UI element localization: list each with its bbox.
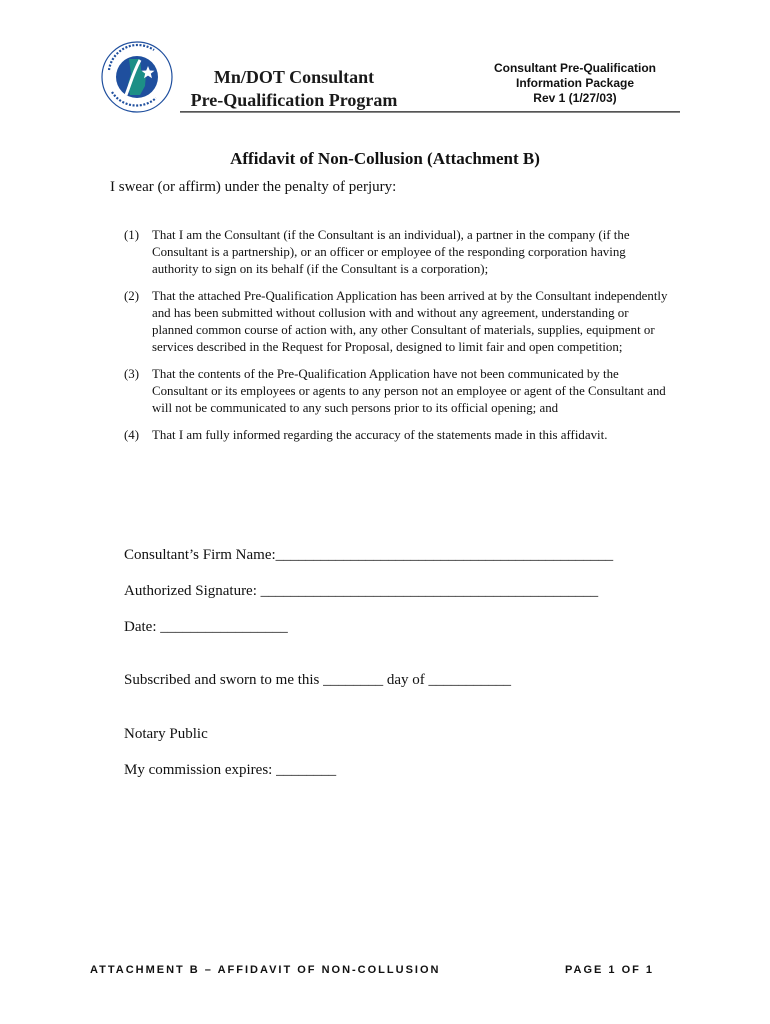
authorized-signature-field[interactable]: Authorized Signature: _____________________________________________: [124, 583, 599, 599]
document-title: Affidavit of Non-Collusion (Attachment B): [230, 149, 540, 168]
statement-item: [124, 366, 672, 417]
package-info-line-1: Consultant Pre-Qualification: [493, 61, 656, 75]
package-info: [478, 61, 672, 106]
statement-item: [124, 227, 672, 278]
notary-public-label: Notary Public: [124, 726, 208, 742]
subscribed-sworn-field[interactable]: Subscribed and sworn to me this ________ day of ___________: [124, 672, 512, 688]
program-title-line-1: Mn/DOT Consultant: [213, 67, 375, 87]
statement-text: That the attached Pre-Qualification Application has been arrived at by the Consultant independently and has been submitted without collusion with and without any agreement, understanding or planned common course of action with, any other Consultant of materials, supplies, equipment or services described in the Request for Proposal, designed to limit fair and open competition;: [152, 289, 668, 354]
package-info-line-2: Information Package: [515, 76, 635, 90]
statement-text: That I am the Consultant (if the Consultant is an individual), a partner in the company (if the Consultant is a partnership), or an officer or employee of the responding corporation having authority to sign on its behalf (if the Consultant is a corporation);: [152, 228, 630, 276]
program-title: [180, 66, 408, 112]
statement-text: That the contents of the Pre-Qualification Application have not been communicated by the Consultant or its employees or agents to any person not an employee or agent of the Consultant and will not be communicated to any such persons prior to its official opening; and: [152, 367, 666, 415]
statement-number: (3): [124, 367, 140, 381]
date-field[interactable]: Date: _________________: [124, 619, 288, 635]
statement-number: (2): [124, 289, 140, 303]
affidavit-statements: [124, 227, 672, 454]
revision-line: Rev 1 (1/27/03): [533, 91, 617, 105]
program-title-line-2: Pre-Qualification Program: [190, 90, 398, 110]
statement-number: (1): [124, 228, 140, 242]
statement-item: [124, 288, 672, 356]
commission-expires-field[interactable]: My commission expires: ________: [124, 762, 337, 778]
mndot-seal-icon: [100, 40, 174, 114]
footer-attachment-label: ATTACHMENT B – AFFIDAVIT OF NON-COLLUSION: [90, 964, 441, 976]
statement-text: That I am fully informed regarding the accuracy of the statements made in this affidavit.: [152, 428, 608, 442]
footer-page-number: PAGE 1 OF 1: [565, 964, 655, 976]
header-divider: [180, 111, 680, 113]
firm-name-field[interactable]: Consultant’s Firm Name:_____________________________________________: [124, 547, 614, 563]
statement-number: (4): [124, 428, 140, 442]
oath-intro: I swear (or affirm) under the penalty of perjury:: [110, 179, 397, 195]
statement-item: [124, 427, 672, 444]
